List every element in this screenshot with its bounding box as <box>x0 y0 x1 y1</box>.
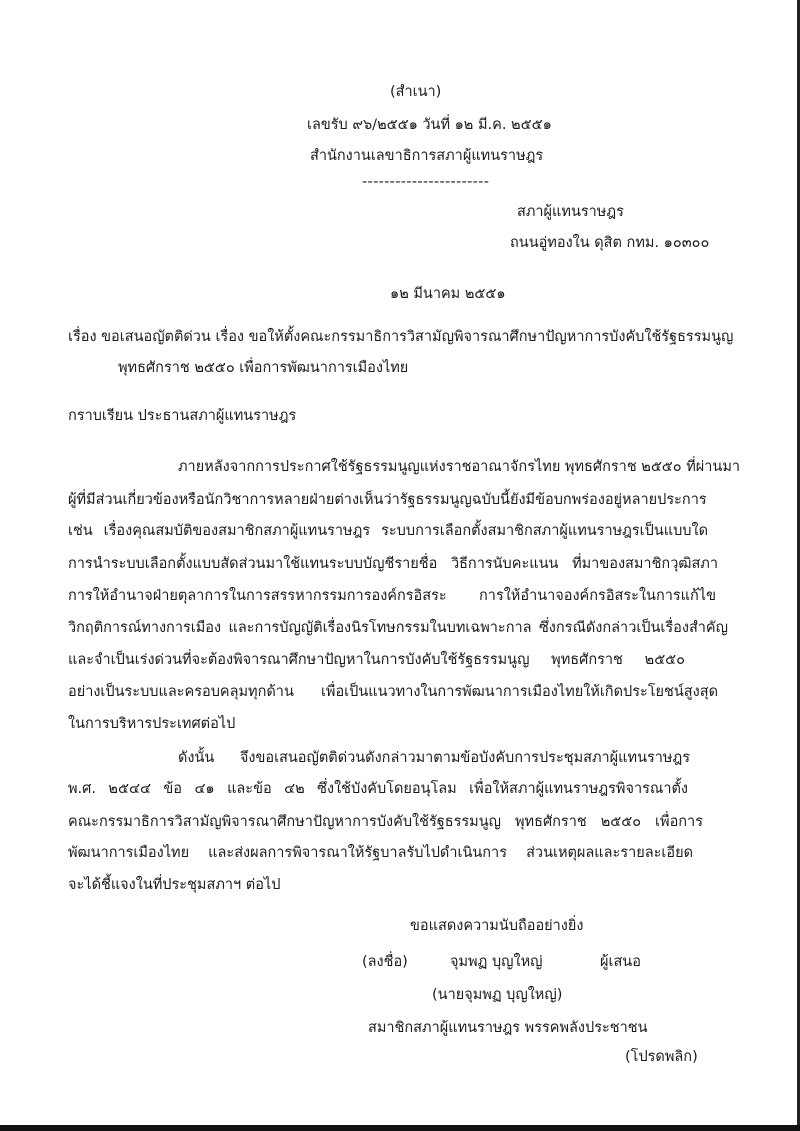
sign-label: (ลงชื่อ) <box>362 954 408 970</box>
subject-line-1: เรื่อง ขอเสนอญัตติด่วน เรื่อง ขอให้ตั้งคณะกรรมาธิการวิสามัญพิจารณาศึกษาปัญหาการบังคับใช้รัฐธรรมนูญ <box>68 329 734 345</box>
address-org: สภาผู้แทนราษฎร <box>517 204 624 220</box>
salutation: กราบเรียน ประธานสภาผู้แทนราษฎร <box>68 408 297 424</box>
paragraph1-line-9: ในการบริหารประเทศต่อไป <box>68 716 236 732</box>
subject-line-2: พุทธศักราช ๒๕๕๐ เพื่อการพัฒนาการเมืองไทย <box>118 360 409 376</box>
copy-label: (สำเนา) <box>390 84 442 100</box>
paragraph2-line-3: คณะกรรมาธิการวิสามัญพิจารณาศึกษาปัญหาการบังคับใช้รัฐธรรมนูญ พุทธศักราช ๒๕๕๐ เพื่อการ <box>68 814 703 830</box>
paragraph2-line-1: ดังนั้น จึงขอเสนอญัตติด่วนดังกล่าวมาตามข้อบังคับการประชุมสภาผู้แทนราษฎร <box>178 750 690 766</box>
scan-edge-bottom <box>0 1125 800 1131</box>
paragraph1-line-3: เช่น เรื่องคุณสมบัติของสมาชิกสภาผู้แทนราษฎร ระบบการเลือกตั้งสมาชิกสภาผู้แทนราษฎรเป็นแบบใด <box>68 523 708 539</box>
printed-name: (นายจุมพฏ บุญใหญ่) <box>432 987 563 1003</box>
paragraph1-line-8: อย่างเป็นระบบและครอบคลุมทุกด้าน เพื่อเป็นแนวทางในการพัฒนาการเมืองไทยให้เกิดประโยชน์สูงสุด <box>68 684 718 700</box>
closing-respect: ขอแสดงความนับถืออย่างยิ่ง <box>410 918 584 934</box>
signature-name: จุมพฏ บุญใหญ่ <box>450 954 543 970</box>
proposer-label: ผู้เสนอ <box>600 954 641 970</box>
paragraph2-line-2: พ.ศ. ๒๕๔๔ ข้อ ๔๑ และข้อ ๔๒ ซึ่งใช้บังคับโดยอนุโลม เพื่อให้สภาผู้แทนราษฎรพิจารณาตั้ง <box>68 781 688 797</box>
office-name: สำนักงานเลขาธิการสภาผู้แทนราษฎร <box>310 148 544 164</box>
paragraph1-line-6: วิกฤติการณ์ทางการเมือง และการบัญญัติเรื่องนิรโทษกรรมในบทเฉพาะกาล ซึ่งกรณีดังกล่าวเป็นเรื่องสำคัญ <box>68 620 728 636</box>
receipt-line: เลขรับ ๙๖/๒๕๕๑ วันที่ ๑๒ มี.ค. ๒๕๕๑ <box>307 117 552 133</box>
paragraph1-line-1: ภายหลังจากการประกาศใช้รัฐธรรมนูญแห่งราชอาณาจักรไทย พุทธศักราช ๒๕๕๐ ที่ผ่านมา <box>178 459 741 475</box>
paragraph1-line-5: การให้อำนาจฝ่ายตุลาการในการสรรหากรรมการองค์กรอิสระ การให้อำนาจองค์กรอิสระในการแก้ไข <box>68 588 716 604</box>
paragraph1-line-4: การนำระบบเลือกตั้งแบบสัดส่วนมาใช้แทนระบบบัญชีรายชื่อ วิธีการนับคะแนน ที่มาของสมาชิกวุฒิสภา <box>68 556 718 572</box>
header-separator: ----------------------- <box>362 174 490 190</box>
paragraph2-line-4: พัฒนาการเมืองไทย และส่งผลการพิจารณาให้รัฐบาลรับไปดำเนินการ ส่วนเหตุผลและรายละเอียด <box>68 845 693 861</box>
paragraph1-line-2: ผู้ที่มีส่วนเกี่ยวข้องหรือนักวิชาการหลายฝ่ายต่างเห็นว่ารัฐธรรมนูญฉบับนี้ยังมีข้อบกพร่องอยู่หลายประการ <box>68 492 707 508</box>
turn-over-note: (โปรดพลิก) <box>625 1049 698 1065</box>
document-date: ๑๒ มีนาคม ๒๕๕๑ <box>390 286 506 302</box>
paragraph2-line-5: จะได้ชี้แจงในที่ประชุมสภาฯ ต่อไป <box>68 877 281 893</box>
address-street: ถนนอู่ทองใน ดุสิต กทม. ๑๐๓๐๐ <box>510 235 710 251</box>
paragraph1-line-7: และจำเป็นเร่งด่วนที่จะต้องพิจารณาศึกษาปัญหาในการบังคับใช้รัฐธรรมนูญ พุทธศักราช ๒๕๕๐ <box>68 652 685 668</box>
member-position: สมาชิกสภาผู้แทนราษฎร พรรคพลังประชาชน <box>368 1020 648 1036</box>
